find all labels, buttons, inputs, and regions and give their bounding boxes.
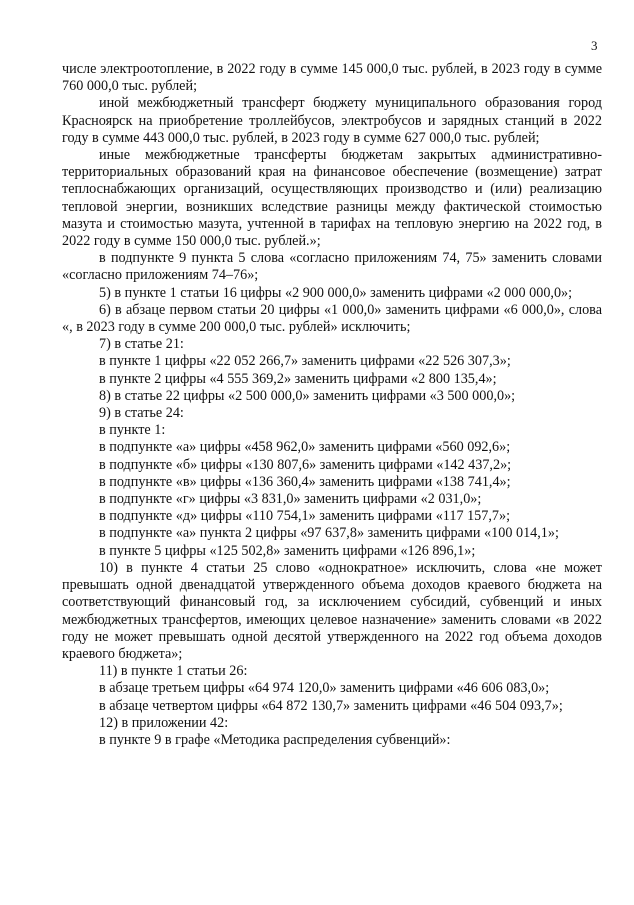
paragraph: в пункте 2 цифры «4 555 369,2» заменить цифрами «2 800 135,4»; — [99, 370, 497, 387]
paragraph: в подпункте 9 пункта 5 слова «согласно приложениям 74, 75» заменить словами «согласно приложениям 74–76»; — [62, 250, 602, 284]
paragraph: в абзаце третьем цифры «64 974 120,0» заменить цифрами «46 606 083,0»; — [99, 680, 550, 697]
paragraph: в пункте 5 цифры «125 502,8» заменить цифрами «126 896,1»; — [99, 542, 476, 559]
page-number: 3 — [591, 38, 598, 53]
paragraph: иной межбюджетный трансферт бюджету муниципального образования город Красноярск на приобретение троллейбусов, электробусов и зарядных станций в 2022 году в сумме 443 000,0 тыс. рублей, в 2023 году в сумме 627 000,0 тыс. рублей; — [62, 95, 602, 146]
paragraph: в подпункте «д» цифры «110 754,1» заменить цифрами «117 157,7»; — [99, 508, 511, 525]
paragraph: в абзаце четвертом цифры «64 872 130,7» заменить цифрами «46 504 093,7»; — [99, 697, 563, 714]
paragraph: в пункте 9 в графе «Методика распределения субвенций»: — [99, 731, 451, 748]
paragraph: 10) в пункте 4 статьи 25 слово «однократное» исключить, слова «не может превышать одной двенадцатой утвержденного объема доходов краевого бюджета на соответствующий финансовый год, за исключением субсидий, субвенций и иных межбюджетных трансфертов, имеющих целевое назначение» заменить словами «в 2022 году не может превышать одной десятой утвержденного на 2022 год объема доходов краевого бюджета»; — [62, 559, 602, 662]
paragraph: в пункте 1: — [99, 422, 166, 439]
paragraph: в подпункте «б» цифры «130 807,6» заменить цифрами «142 437,2»; — [99, 456, 512, 473]
paragraph: в пункте 1 цифры «22 052 266,7» заменить цифрами «22 526 307,3»; — [99, 353, 511, 370]
paragraph: в подпункте «г» цифры «3 831,0» заменить цифрами «2 031,0»; — [99, 491, 482, 508]
paragraph: 11) в пункте 1 статьи 26: — [99, 663, 248, 680]
paragraph: 6) в абзаце первом статьи 20 цифры «1 000,0» заменить цифрами «6 000,0», слова «, в 2023 году в сумме 200 000,0 тыс. рублей» исключить; — [62, 301, 602, 336]
paragraph: 12) в приложении 42: — [99, 714, 229, 731]
paragraph: 9) в статье 24: — [99, 405, 184, 422]
paragraph: 8) в статье 22 цифры «2 500 000,0» заменить цифрами «3 500 000,0»; — [99, 387, 516, 404]
paragraph: 5) в пункте 1 статьи 16 цифры «2 900 000,0» заменить цифрами «2 000 000,0»; — [99, 284, 573, 301]
paragraph: 7) в статье 21: — [99, 336, 184, 353]
paragraph: иные межбюджетные трансферты бюджетам закрытых административно-территориальных образований края на финансовое обеспечение (возмещение) затрат теплоснабжающих организаций, осуществляющих производство и (или) реализацию тепловой энергии, возникших вследствие разницы между фактической стоимостью мазута и стоимостью мазута, учтенной в тарифах на тепловую энергию на 2022 год, в 2022 году в сумме 150 000,0 тыс. рублей.»; — [62, 147, 602, 250]
document-body — [62, 61, 602, 749]
paragraph: в подпункте «а» пункта 2 цифры «97 637,8» заменить цифрами «100 014,1»; — [99, 525, 559, 542]
paragraph: в подпункте «в» цифры «136 360,4» заменить цифрами «138 741,4»; — [99, 473, 511, 490]
paragraph: в подпункте «а» цифры «458 962,0» заменить цифрами «560 092,6»; — [99, 439, 511, 456]
paragraph: числе электроотопление, в 2022 году в сумме 145 000,0 тыс. рублей, в 2023 году в сумме 760 000,0 тыс. рублей; — [62, 61, 602, 95]
